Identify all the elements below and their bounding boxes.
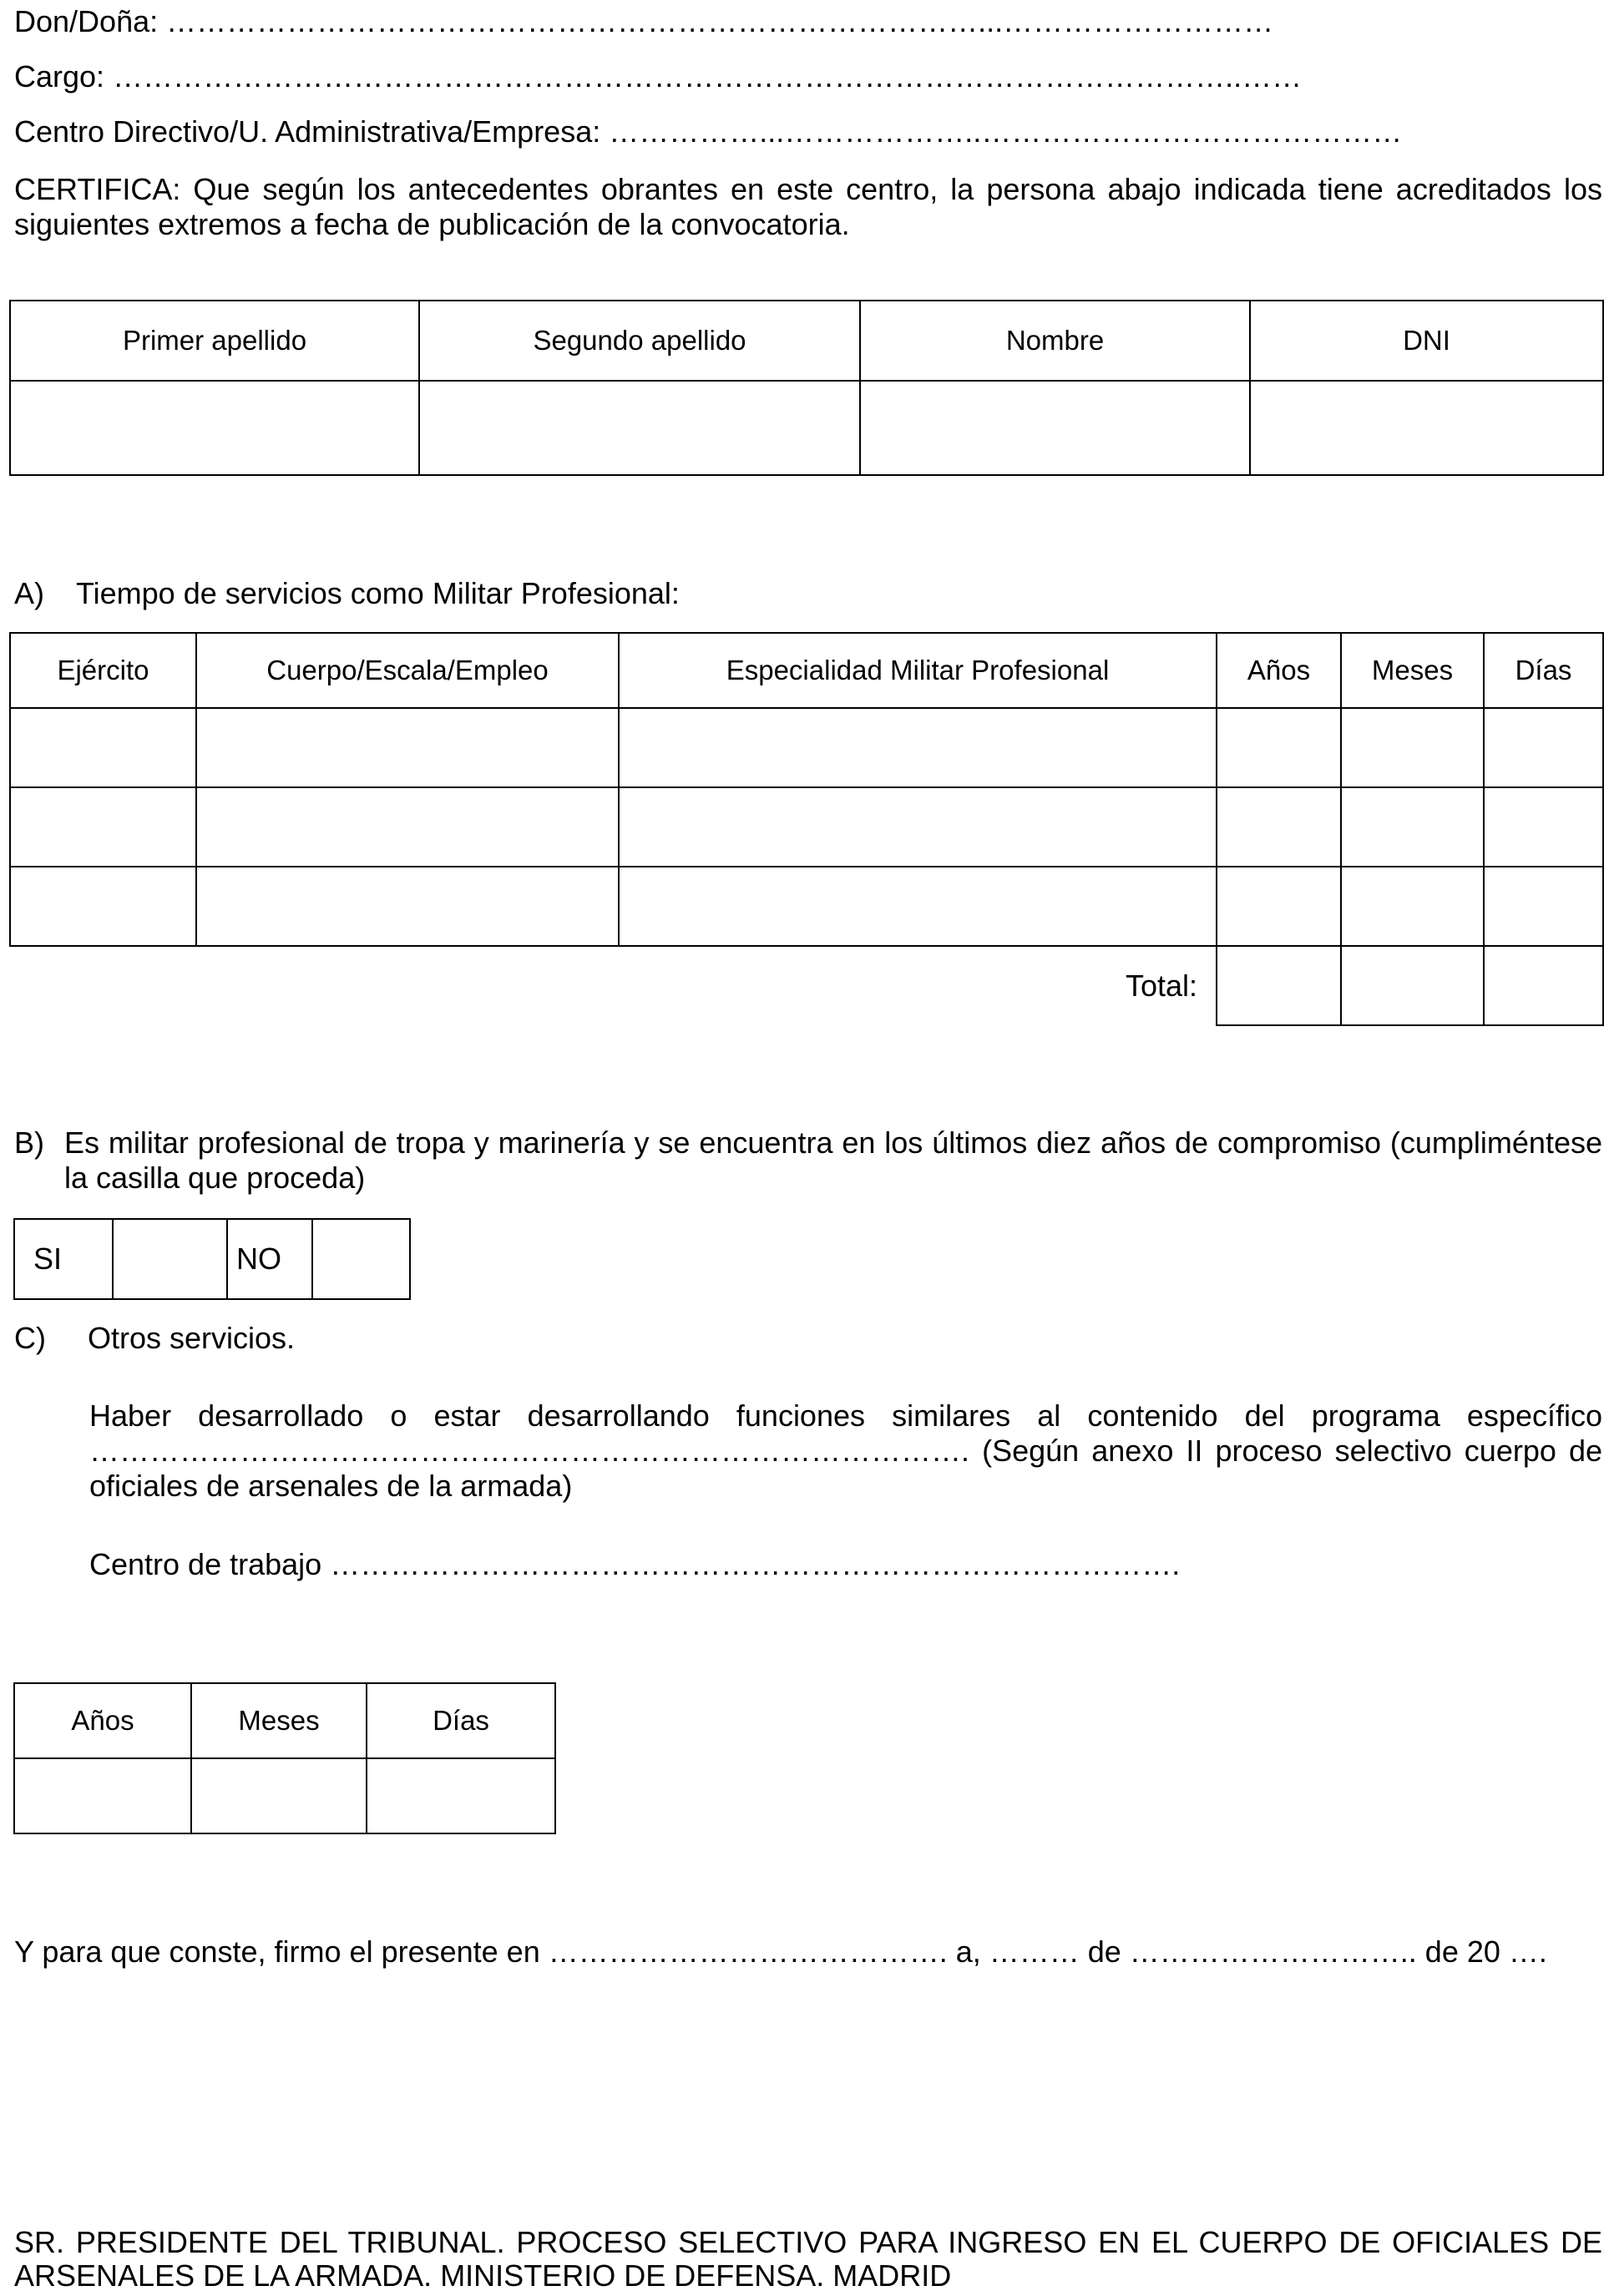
table-row (10, 787, 1603, 867)
nombre-cell[interactable] (860, 381, 1250, 475)
section-b-text: Es militar profesional de tropa y marinería y se encuentra en los últimos diez años de compromiso (cumpliméntese la casilla que proceda) (64, 1125, 1602, 1195)
person-table-header-row (10, 301, 1603, 381)
centro-line (14, 114, 1602, 149)
section-a-letter: A) (14, 576, 44, 610)
no-checkbox[interactable] (312, 1219, 410, 1299)
cargo-dots: …………………………………………………………………………………………………..…… (113, 59, 1303, 94)
footer-address: SR. PRESIDENTE DEL TRIBUNAL. PROCESO SELECTIVO PARA INGRESO EN EL CUERPO DE OFICIALES DE ARSENALES DE LA ARMADA. MINISTERIO DE DEFENSA. MADRID (14, 2225, 1602, 2293)
section-a-title: Tiempo de servicios como Militar Profesional: (76, 576, 680, 610)
section-a-heading (14, 576, 1602, 611)
otros-anos-cell[interactable] (14, 1758, 191, 1833)
cuerpo-cell[interactable] (196, 708, 619, 787)
meses-cell[interactable] (1341, 867, 1484, 946)
total-anos-cell[interactable] (1217, 946, 1341, 1025)
centro-trabajo-dots: …………………………………………………………………………. (330, 1547, 1181, 1581)
section-c-title: Otros servicios. (88, 1321, 296, 1355)
primer-apellido-cell[interactable] (10, 381, 419, 475)
total-row (10, 946, 1603, 1025)
otros-header-dias: Días (367, 1683, 555, 1758)
service-time-table (9, 632, 1604, 1026)
especialidad-cell[interactable] (619, 708, 1217, 787)
table-row (10, 708, 1603, 787)
otros-header-meses: Meses (191, 1683, 367, 1758)
closing-line: Y para que conste, firmo el presente en …………………………………. a, ……… de ……………………….. de 20 …. (14, 1934, 1547, 1969)
otros-meses-cell[interactable] (191, 1758, 367, 1833)
si-no-table (13, 1218, 411, 1300)
anos-cell[interactable] (1217, 787, 1341, 867)
si-label: SI (14, 1219, 113, 1299)
centro-dots: ……………...………………..…………………………………… (609, 114, 1403, 149)
person-table (9, 300, 1604, 476)
table-row (10, 867, 1603, 946)
section-c-letter: C) (14, 1321, 46, 1355)
otros-header-anos: Años (14, 1683, 191, 1758)
section-b-letter: B) (14, 1125, 44, 1160)
cargo-line (14, 59, 1602, 94)
meses-cell[interactable] (1341, 787, 1484, 867)
centro-trabajo-label: Centro de trabajo (89, 1547, 322, 1581)
header-meses: Meses (1341, 633, 1484, 708)
don-line (14, 4, 1602, 39)
total-dias-cell[interactable] (1484, 946, 1603, 1025)
cuerpo-cell[interactable] (196, 787, 619, 867)
ejercito-cell[interactable] (10, 867, 196, 946)
header-ejercito: Ejército (10, 633, 196, 708)
header-cuerpo-escala-empleo: Cuerpo/Escala/Empleo (196, 633, 619, 708)
header-segundo-apellido: Segundo apellido (419, 301, 860, 381)
centro-trabajo-line (89, 1547, 1602, 1582)
segundo-apellido-cell[interactable] (419, 381, 860, 475)
header-primer-apellido: Primer apellido (10, 301, 419, 381)
otros-servicios-table (13, 1682, 556, 1834)
otros-table-input-row (14, 1758, 555, 1833)
service-table-header-row (10, 633, 1603, 708)
don-label: Don/Doña: (14, 4, 159, 38)
especialidad-cell[interactable] (619, 867, 1217, 946)
total-label: Total: (10, 946, 1217, 1025)
anos-cell[interactable] (1217, 867, 1341, 946)
certifica-paragraph: CERTIFICA: Que según los antecedentes obrantes en este centro, la persona abajo indicada tiene acreditados los siguientes extremos a fecha de publicación de la convocatoria. (14, 172, 1602, 241)
especialidad-cell[interactable] (619, 787, 1217, 867)
dni-cell[interactable] (1250, 381, 1603, 475)
cuerpo-cell[interactable] (196, 867, 619, 946)
dias-cell[interactable] (1484, 787, 1603, 867)
otros-dias-cell[interactable] (367, 1758, 555, 1833)
dias-cell[interactable] (1484, 708, 1603, 787)
person-table-input-row (10, 381, 1603, 475)
header-anos: Años (1217, 633, 1341, 708)
section-c-heading (14, 1321, 1602, 1356)
header-nombre: Nombre (860, 301, 1250, 381)
centro-label: Centro Directivo/U. Administrativa/Empresa: (14, 114, 601, 149)
don-dots: ………………………………………………………………………...……………………… (166, 4, 1274, 38)
cargo-label: Cargo: (14, 59, 105, 94)
ejercito-cell[interactable] (10, 787, 196, 867)
si-checkbox[interactable] (113, 1219, 227, 1299)
total-meses-cell[interactable] (1341, 946, 1484, 1025)
ejercito-cell[interactable] (10, 708, 196, 787)
header-especialidad: Especialidad Militar Profesional (619, 633, 1217, 708)
meses-cell[interactable] (1341, 708, 1484, 787)
no-label: NO (227, 1219, 312, 1299)
otros-table-header-row (14, 1683, 555, 1758)
dias-cell[interactable] (1484, 867, 1603, 946)
section-c-paragraph: Haber desarrollado o estar desarrollando funciones similares al contenido del programa específico ……………………………………………………………………………. (Según anexo II proceso selectivo cuerpo de oficiales de arsenales de la armada) (89, 1398, 1602, 1503)
anos-cell[interactable] (1217, 708, 1341, 787)
header-dni: DNI (1250, 301, 1603, 381)
header-dias: Días (1484, 633, 1603, 708)
